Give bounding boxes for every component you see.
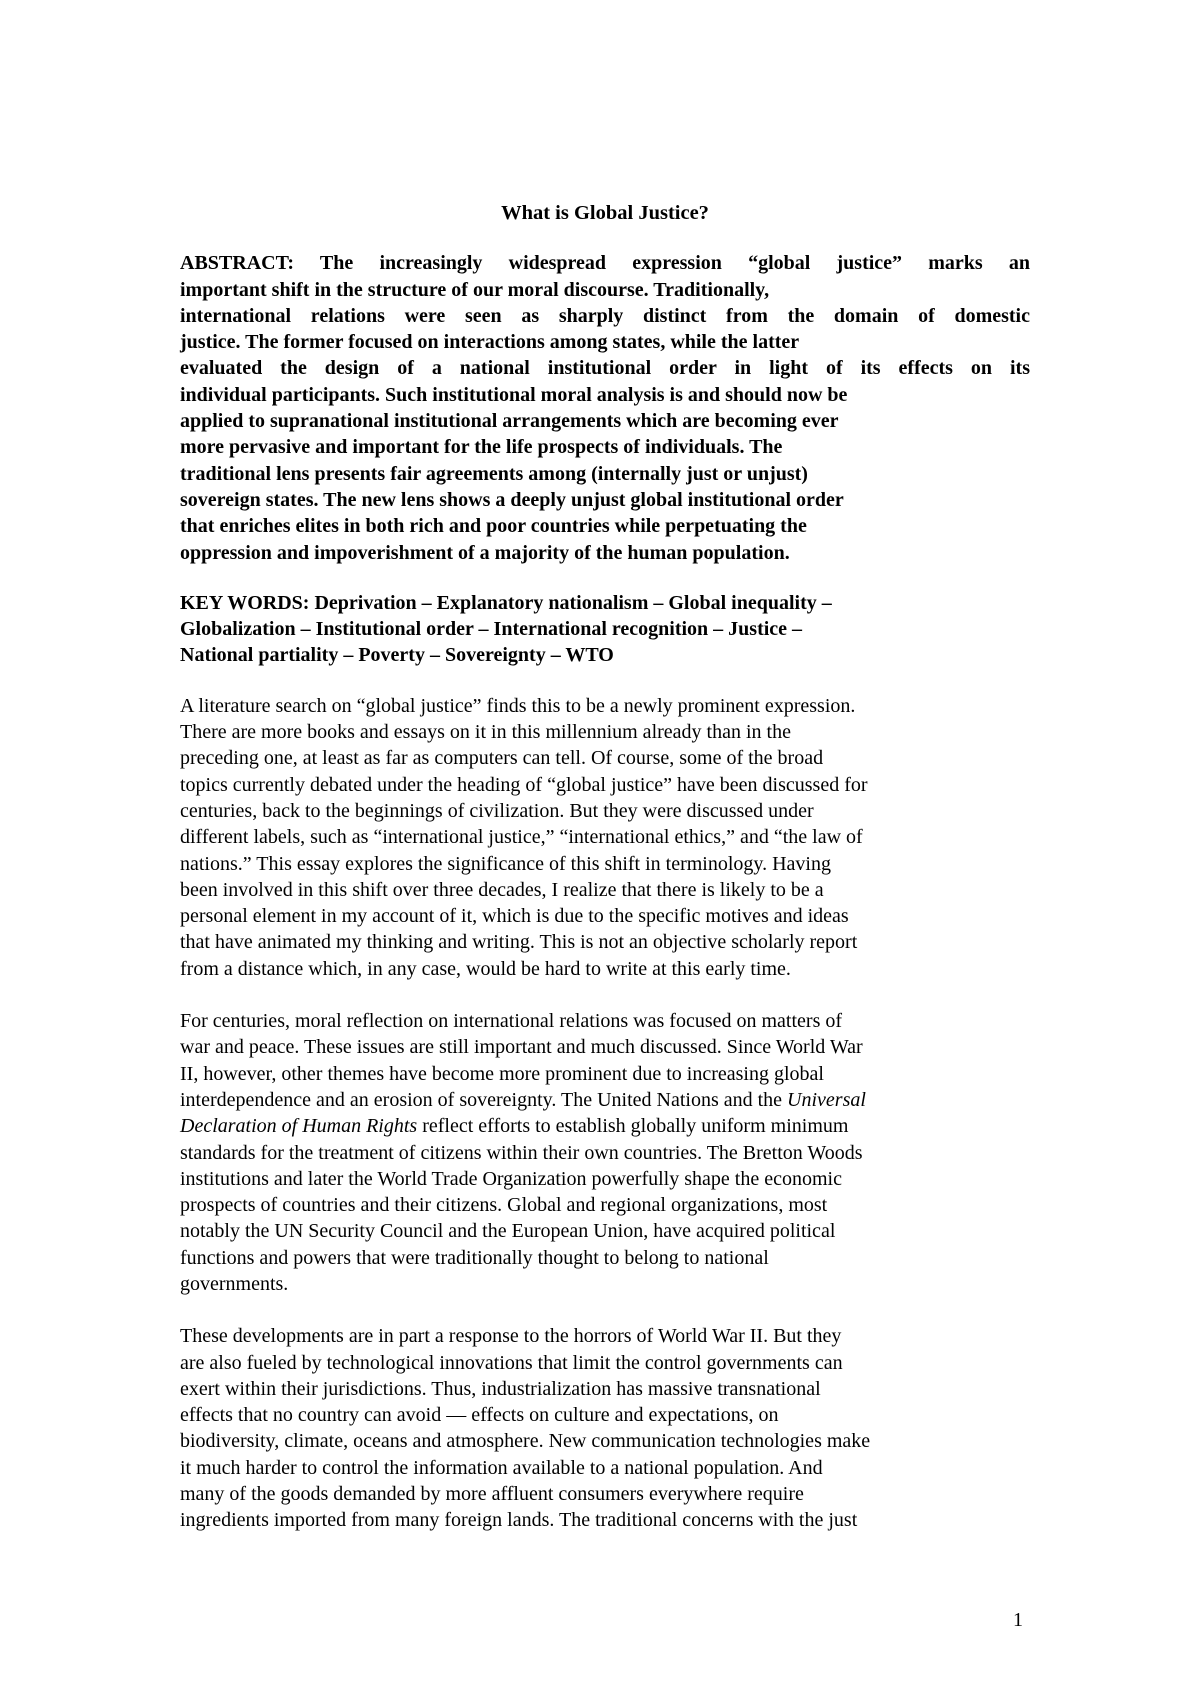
abstract-line: justice. The former focused on interactions among states, while the latter [180,331,800,354]
keywords-line: National partiality – Poverty – Sovereignty – WTO [180,644,614,667]
text-line: effects that no country can avoid — effects on culture and expectations, on [180,1404,779,1427]
text-line: topics currently debated under the heading of “global justice” have been discussed for [180,773,868,796]
text-line: preceding one, at least as far as computers can tell. Of course, some of the broad [180,747,824,770]
text-run: reflect efforts to establish globally uniform minimum [417,1115,849,1138]
text-line: nations.” This essay explores the significance of this shift in terminology. Having [180,852,831,875]
abstract-line: more pervasive and important for the life prospects of individuals. The [180,436,783,459]
text-line: been involved in this shift over three decades, I realize that there is likely to be a [180,878,824,901]
text-line: are also fueled by technological innovations that limit the control governments can [180,1351,843,1374]
abstract-line: international relations were seen as sharply distinct from the domain of domestic [180,304,1030,327]
abstract-line: oppression and impoverishment of a majority of the human population. [180,541,790,564]
text-line: governments. [180,1272,289,1295]
document-page [180,200,1030,1534]
text-line: from a distance which, in any case, would be hard to write at this early time. [180,957,791,980]
text-line: different labels, such as “international justice,” “international ethics,” and “the law of [180,826,863,849]
text-line: it much harder to control the information available to a national population. And [180,1456,823,1479]
body-paragraph-2 [180,1008,1030,1297]
abstract-line: important shift in the structure of our moral discourse. Traditionally, [180,278,770,301]
text-line: many of the goods demanded by more affluent consumers everywhere require [180,1483,804,1506]
abstract-line: traditional lens presents fair agreements among (internally just or unjust) [180,462,808,485]
keywords-line: Globalization – Institutional order – International recognition – Justice – [180,618,803,641]
text-line [180,1113,1030,1139]
text-line: ingredients imported from many foreign lands. The traditional concerns with the just [180,1509,858,1532]
text-line: prospects of countries and their citizens. Global and regional organizations, most [180,1194,828,1217]
text-line: that have animated my thinking and writing. This is not an objective scholarly report [180,931,858,954]
italic-title: Universal [787,1088,866,1111]
abstract-line: applied to supranational institutional arrangements which are becoming ever [180,410,839,433]
text-line: functions and powers that were traditionally thought to belong to national [180,1246,769,1269]
text-line: II, however, other themes have become more prominent due to increasing global [180,1062,824,1085]
text-line: biodiversity, climate, oceans and atmosphere. New communication technologies make [180,1430,871,1453]
page-number: 1 [1013,1609,1023,1631]
text-line: exert within their jurisdictions. Thus, industrialization has massive transnational [180,1377,821,1400]
text-line: standards for the treatment of citizens within their own countries. The Bretton Woods [180,1141,863,1164]
body-paragraph-1 [180,693,1030,982]
keywords [180,590,1030,669]
text-line: A literature search on “global justice” finds this to be a newly prominent expression. [180,694,856,717]
text-line: notably the UN Security Council and the European Union, have acquired political [180,1220,836,1243]
abstract [180,250,1030,566]
abstract-line: evaluated the design of a national institutional order in light of its effects on its [180,357,1030,380]
abstract-line: that enriches elites in both rich and poor countries while perpetuating the [180,515,807,538]
text-line: war and peace. These issues are still important and much discussed. Since World War [180,1036,863,1059]
body-paragraph-3 [180,1323,1030,1533]
text-line: There are more books and essays on it in this millennium already than in the [180,721,791,744]
document-title: What is Global Justice? [501,202,709,224]
text-line: personal element in my account of it, which is due to the specific motives and ideas [180,905,849,928]
text-line: institutions and later the World Trade Organization powerfully shape the economic [180,1167,842,1190]
text-run: interdependence and an erosion of sovereignty. The United Nations and the [180,1088,788,1111]
abstract-line: individual participants. Such institutional moral analysis is and should now be [180,383,848,406]
text-line: centuries, back to the beginnings of civilization. But they were discussed under [180,799,814,822]
abstract-line: ABSTRACT: The increasingly widespread expression “global justice” marks an [180,252,1030,275]
text-line: For centuries, moral reflection on international relations was focused on matters of [180,1010,843,1033]
text-line [180,1087,1030,1113]
keywords-line: KEY WORDS: Deprivation – Explanatory nationalism – Global inequality – [180,591,832,614]
italic-title: Declaration of Human Rights [180,1115,418,1138]
text-line: These developments are in part a response to the horrors of World War II. But they [180,1325,842,1348]
abstract-line: sovereign states. The new lens shows a deeply unjust global institutional order [180,488,844,511]
